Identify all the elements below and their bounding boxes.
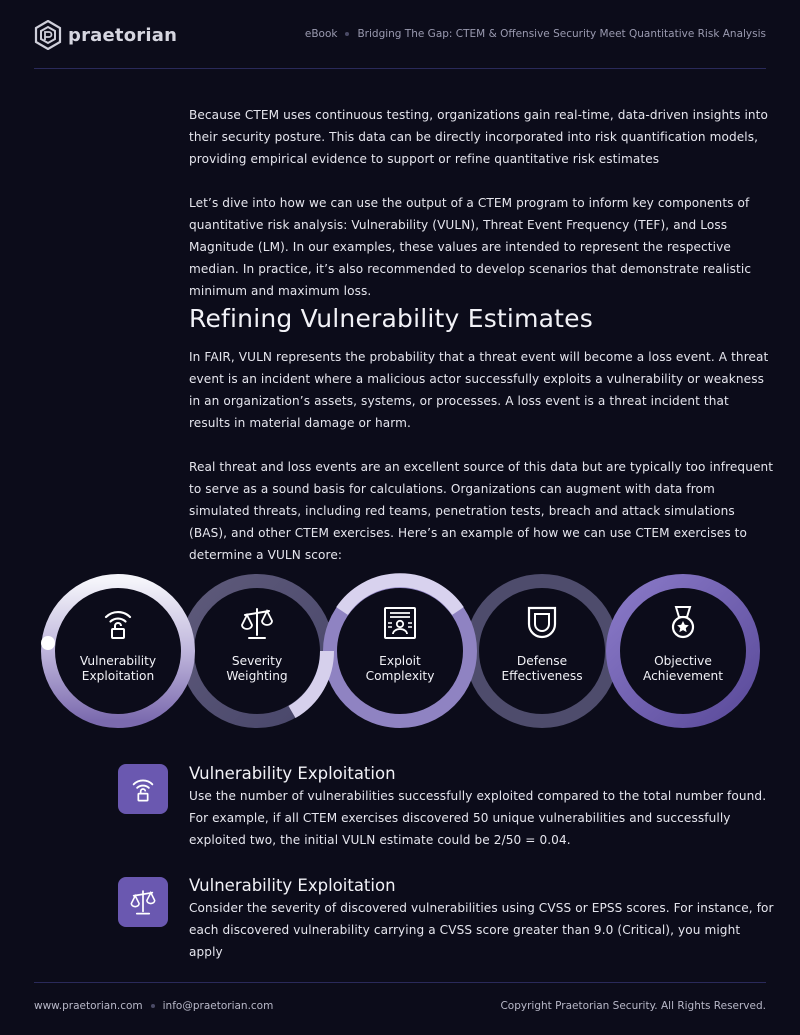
step-label-1 xyxy=(58,654,178,684)
wifi-lock-icon xyxy=(100,605,136,641)
step-label-4 xyxy=(482,654,602,684)
feature-1-title: Vulnerability Exploitation xyxy=(189,764,396,783)
intro-paragraph-2: Let’s dive into how we can use the output of a CTEM program to inform key components of quantitative risk analysis: Vulnerability (VULN), Threat Event Frequency (TEF), and Loss Magnitude (LM). In our examples, these values are intended to represent the respective median. In practice, it’s also recommended to develop scenarios that demonstrate realistic minimum and maximum loss. xyxy=(189,196,752,298)
brand-name: praetorian xyxy=(68,24,178,46)
separator-dot xyxy=(345,32,349,36)
section-heading-block xyxy=(189,304,774,333)
footer-divider xyxy=(34,982,766,983)
feature-2-body: Consider the severity of discovered vulnerabilities using CVSS or EPSS scores. For instance, for each discovered vulnerability carrying a CVSS score greater than 9.0 (Critical), you might apply xyxy=(189,901,774,959)
vuln-steps-diagram xyxy=(40,573,764,731)
step-2-line-1: Severity xyxy=(231,654,283,668)
step-2-line-2: Weighting xyxy=(226,669,288,683)
separator-dot xyxy=(151,1004,155,1008)
section-paragraph-block-1 xyxy=(189,346,774,434)
doc-title: Bridging The Gap: CTEM & Offensive Security Meet Quantitative Risk Analysis xyxy=(357,28,766,40)
step-label-2 xyxy=(197,654,317,684)
section-title: Refining Vulnerability Estimates xyxy=(189,304,593,333)
feature-1-icon-badge xyxy=(118,764,168,814)
intro-paragraph-1: Because CTEM uses continuous testing, organizations gain real-time, data-driven insights into their security posture. This data can be directly incorporated into risk quantification models, providing empirical evidence to support or refine quantitative risk estimates xyxy=(189,108,769,166)
ring-start-dot xyxy=(41,636,55,650)
page-header xyxy=(34,20,766,50)
feature-2-icon-badge xyxy=(118,877,168,927)
id-card-icon xyxy=(382,605,418,641)
scales-icon xyxy=(239,605,275,641)
header-divider xyxy=(34,68,766,69)
feature-1-text xyxy=(189,763,774,851)
step-3-line-2: Complexity xyxy=(365,669,435,683)
brand-logo xyxy=(34,20,177,50)
step-4-line-2: Effectiveness xyxy=(501,669,583,683)
step-1-line-1: Vulnerability xyxy=(79,654,157,668)
ring-exploitation xyxy=(48,581,188,721)
feature-2-text xyxy=(189,875,774,963)
medal-icon xyxy=(665,605,701,641)
step-label-3 xyxy=(340,654,460,684)
footer-website-link[interactable]: www.praetorian.com xyxy=(34,1000,143,1012)
footer-email-link[interactable]: info@praetorian.com xyxy=(162,1000,274,1012)
wifi-lock-icon xyxy=(129,775,157,803)
feature-1-body: Use the number of vulnerabilities successfully exploited compared to the total number found. For example, if all CTEM exercises discovered 50 unique vulnerabilities and successfully exploited two, the initial VULN estimate could be 2/50 = 0.04. xyxy=(189,789,767,847)
footer-contacts xyxy=(34,1000,273,1012)
ring-objective xyxy=(613,581,753,721)
intro-block-2 xyxy=(189,192,774,302)
step-5-line-2: Achievement xyxy=(642,669,724,683)
section-paragraph-2: Real threat and loss events are an excellent source of this data but are typically too infrequent to serve as a sound basis for calculations. Organizations can augment with data from simulated threats, including red teams, penetration tests, breach and attack simulations (BAS), and other CTEM exercises. Here’s an example of how we can use CTEM exercises to determine a VULN score: xyxy=(189,460,774,562)
section-paragraph-block-2 xyxy=(189,456,774,566)
footer-copyright: Copyright Praetorian Security. All Rights Reserved. xyxy=(500,1000,766,1012)
step-3-line-1: Exploit xyxy=(379,654,421,668)
step-1-line-2: Exploitation xyxy=(81,669,155,683)
step-5-line-1: Objective xyxy=(654,654,712,668)
ring-defense xyxy=(472,581,612,721)
feature-2-title: Vulnerability Exploitation xyxy=(189,876,396,895)
section-paragraph-1: In FAIR, VULN represents the probability that a threat event will become a loss event. A threat event is an incident where a malicious actor successfully exploits a vulnerability or weakness in an organization’s assets, systems, or processes. A loss event is a threat incident that results in material damage or harm. xyxy=(189,350,769,430)
step-label-5 xyxy=(623,654,743,684)
intro-block xyxy=(189,104,774,170)
scales-icon xyxy=(129,888,157,916)
rings-graphic xyxy=(40,573,764,731)
doc-type: eBook xyxy=(304,28,338,40)
shield-icon xyxy=(524,605,560,641)
document-meta xyxy=(305,28,766,40)
praetorian-logo-icon xyxy=(34,20,62,50)
step-4-line-1: Defense xyxy=(516,654,568,668)
